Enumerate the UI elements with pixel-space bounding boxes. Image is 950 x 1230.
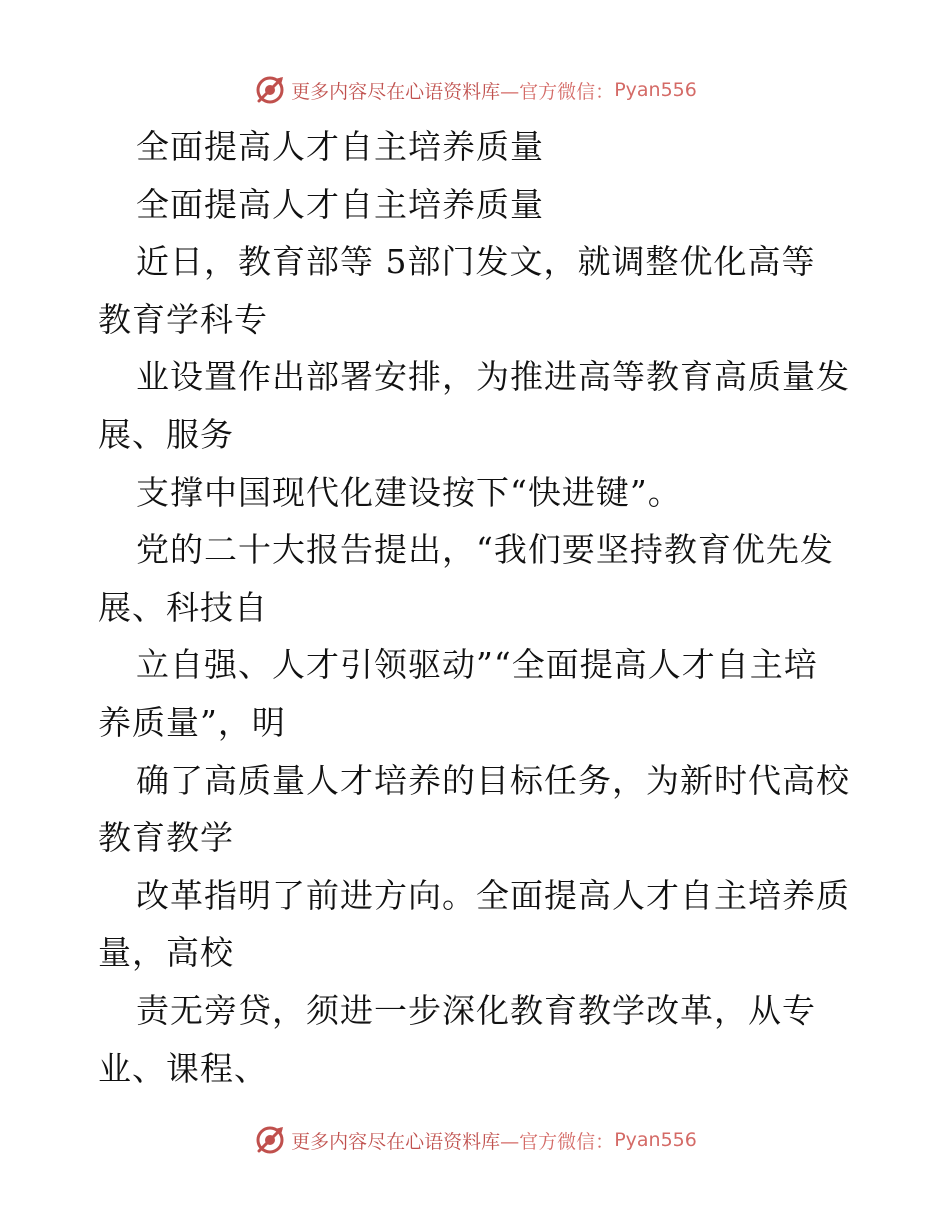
text-line: 业设置作出部署安排，为推进高等教育高质量发	[136, 357, 850, 397]
text-line: 改革指明了前进方向。全面提高人才自主培养质	[136, 875, 850, 915]
watermark-official-label: —官方微信：	[500, 1130, 615, 1153]
watermark-official-label: —官方微信：	[500, 80, 615, 103]
brush-logo-icon	[253, 73, 287, 107]
text-line: 教育学科专	[98, 299, 268, 339]
watermark-wechat-id: Pyan556	[614, 1129, 697, 1151]
text-line: 全面提高人才自主培养质量	[136, 127, 544, 166]
text-line: 责无旁贷，须进一步深化教育教学改革，从专	[136, 990, 816, 1030]
text-line: 全面提高人才自主培养质量	[136, 184, 544, 224]
text-line: 确了高质量人才培养的目标任务，为新时代高校	[136, 760, 850, 800]
text-line: 展、服务	[98, 414, 234, 454]
header-watermark	[0, 70, 950, 110]
watermark-text: 更多内容尽在心语资料库	[291, 80, 501, 103]
text-line: 养质量”，明	[98, 702, 286, 742]
text-line: 量，高校	[98, 933, 234, 973]
document-body	[98, 118, 868, 1097]
watermark-text: 更多内容尽在心语资料库	[291, 1130, 501, 1153]
text-line: 近日，教育部等 5部门发文，就调整优化高等	[136, 242, 816, 282]
text-line: 支撑中国现代化建设按下“快进键”。	[136, 472, 682, 512]
watermark-wechat-id: Pyan556	[614, 79, 697, 101]
text-line: 教育教学	[98, 818, 234, 858]
text-line: 党的二十大报告提出，“我们要坚持教育优先发	[136, 530, 834, 570]
brush-logo-icon	[253, 1123, 287, 1157]
footer-watermark	[0, 1120, 950, 1160]
text-line: 立自强、人才引领驱动”“全面提高人才自主培	[136, 645, 818, 685]
text-line: 展、科技自	[98, 587, 268, 627]
text-line: 业、课程、	[98, 1048, 268, 1088]
